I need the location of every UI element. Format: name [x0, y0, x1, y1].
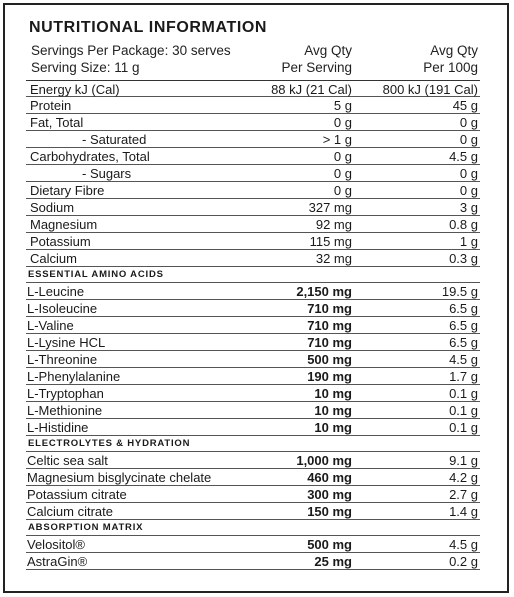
section-heading-electrolytes: ELECTROLYTES & HYDRATION [26, 436, 480, 452]
table-row: Dietary Fibre 0 g 0 g [26, 182, 480, 199]
servings-per-package: Servings Per Package: 30 serves [31, 43, 231, 58]
nutrition-table [26, 80, 480, 570]
table-row: L-Phenylalanine 190 mg 1.7 g [27, 369, 478, 384]
per-serving-header-line2: Per Serving [281, 60, 352, 75]
per-100g-header-line2: Per 100g [423, 60, 478, 75]
table-row: - Sugars 0 g 0 g [26, 165, 480, 182]
table-row: Potassium citrate 300 mg 2.7 g [27, 487, 478, 502]
table-row: Energy kJ (Cal) 88 kJ (21 Cal) 800 kJ (191 Cal) [26, 80, 480, 97]
per-serving-header [281, 42, 352, 76]
table-row: L-Histidine 10 mg 0.1 g [27, 420, 478, 435]
table-row: Calcium 32 mg 0.3 g [26, 250, 480, 267]
per-100g-header-line1: Avg Qty [430, 43, 478, 58]
table-row: Magnesium bisglycinate chelate 460 mg 4.2 g [27, 470, 478, 485]
table-row: L-Lysine HCL 710 mg 6.5 g [27, 335, 478, 350]
table-row: Protein 5 g 45 g [26, 97, 480, 114]
table-row: L-Methionine 10 mg 0.1 g [27, 403, 478, 418]
table-row: Calcium citrate 150 mg 1.4 g [27, 504, 478, 519]
table-row: Sodium 327 mg 3 g [26, 199, 480, 216]
table-row: L-Isoleucine 710 mg 6.5 g [27, 301, 478, 316]
serving-info [31, 42, 231, 76]
table-row: Velositol® 500 mg 4.5 g [27, 537, 478, 552]
table-row: L-Tryptophan 10 mg 0.1 g [27, 386, 478, 401]
table-row: AstraGin® 25 mg 0.2 g [27, 554, 478, 569]
table-row: Fat, Total 0 g 0 g [26, 114, 480, 131]
table-row: Carbohydrates, Total 0 g 4.5 g [26, 148, 480, 165]
table-row: Celtic sea salt 1,000 mg 9.1 g [27, 453, 478, 468]
table-row: Potassium 115 mg 1 g [26, 233, 480, 250]
table-row: L-Valine 710 mg 6.5 g [27, 318, 478, 333]
per-100g-header [423, 42, 478, 76]
table-row: L-Leucine 2,150 mg 19.5 g [27, 284, 478, 299]
table-row: Magnesium 92 mg 0.8 g [26, 216, 480, 233]
serving-size: Serving Size: 11 g [31, 60, 140, 75]
panel-title: NUTRITIONAL INFORMATION [29, 19, 268, 36]
section-heading-amino-acids: ESSENTIAL AMINO ACIDS [26, 267, 480, 283]
per-serving-header-line1: Avg Qty [304, 43, 352, 58]
section-heading-absorption: ABSORPTION MATRIX [26, 520, 480, 536]
table-row: - Saturated > 1 g 0 g [26, 131, 480, 148]
table-row: L-Threonine 500 mg 4.5 g [27, 352, 478, 367]
